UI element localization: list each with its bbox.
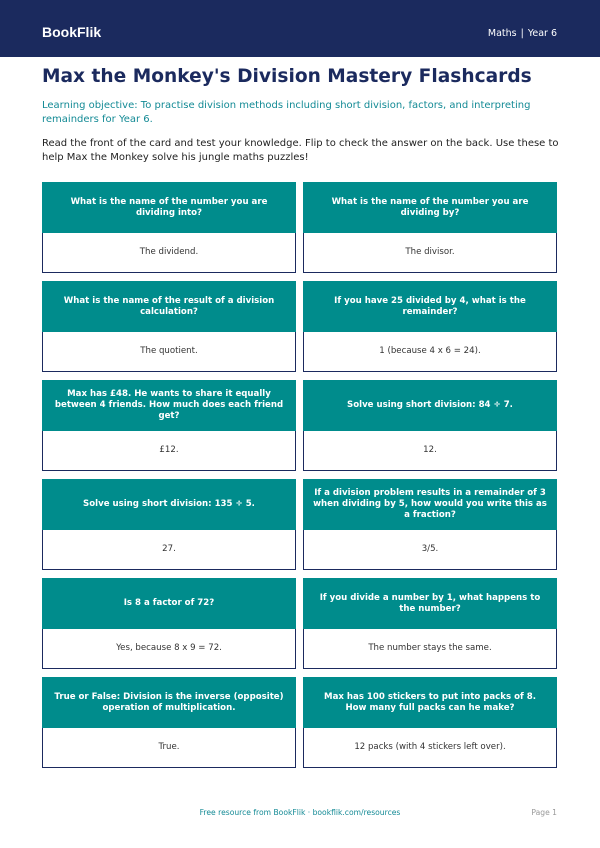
card-answer: The dividend. [139, 247, 199, 257]
meta-separator: | [520, 28, 524, 39]
page-title: Max the Monkey's Division Mastery Flashcards [42, 66, 532, 87]
card-back [42, 431, 296, 471]
card-answer: 27. [162, 544, 176, 554]
flashcard[interactable] [303, 578, 557, 670]
card-answer: 3/5. [421, 544, 439, 554]
card-front [303, 182, 557, 233]
card-answer: The number stays the same. [368, 643, 492, 653]
learning-objective: Learning objective: To practise division methods including short division, factors, and interpreting remainders for Year 6. [42, 100, 531, 125]
card-back [42, 233, 296, 273]
header-meta [488, 28, 557, 40]
flashcard[interactable] [42, 677, 296, 769]
card-question: What is the name of the result of a division calculation? [63, 295, 275, 317]
card-answer: Yes, because 8 x 9 = 72. [116, 643, 222, 653]
card-question: Max has £48. He wants to share it equally between 4 friends. How much does each friend get? [54, 389, 284, 421]
card-back [303, 431, 557, 471]
page-number: Page 1 [531, 808, 557, 817]
card-answer: 12 packs (with 4 stickers left over). [354, 742, 506, 752]
card-front [42, 281, 296, 332]
card-question: Solve using short division: 84 ÷ 7. [347, 400, 513, 410]
flashcard[interactable] [42, 479, 296, 571]
card-question: What is the name of the number you are dividing into? [70, 196, 268, 218]
card-question: If you divide a number by 1, what happens to the number? [319, 592, 541, 614]
level-label: Year 6 [527, 28, 557, 39]
card-question: What is the name of the number you are dividing by? [331, 196, 529, 218]
card-front [42, 677, 296, 728]
flashcard[interactable] [303, 380, 557, 472]
card-back [303, 332, 557, 372]
card-answer: The divisor. [405, 247, 455, 257]
card-question: Solve using short division: 135 ÷ 5. [83, 499, 255, 509]
flashcard[interactable] [303, 677, 557, 769]
card-back [303, 530, 557, 570]
card-back [42, 332, 296, 372]
flashcard[interactable] [303, 281, 557, 373]
card-front [42, 578, 296, 629]
subject-label: Maths [487, 28, 517, 39]
flashcard[interactable] [42, 578, 296, 670]
card-front [303, 281, 557, 332]
card-front [42, 380, 296, 431]
card-front [303, 677, 557, 728]
card-question: Max has 100 stickers to put into packs of 8. How many full packs can he make? [324, 691, 536, 713]
card-back [42, 728, 296, 768]
card-question: If a division problem results in a remainder of 3 when dividing by 5, how would you write this as a fraction? [313, 488, 547, 520]
card-front [42, 479, 296, 530]
intro-text: Read the front of the card and test your knowledge. Flip to check the answer on the back. Use these to help Max the Monkey solve his jungle maths puzzles! [42, 138, 559, 163]
card-answer: £12. [159, 445, 179, 455]
card-back [42, 530, 296, 570]
card-back [303, 728, 557, 768]
flashcard[interactable] [42, 380, 296, 472]
top-banner [0, 0, 600, 57]
card-back [303, 629, 557, 669]
flashcard[interactable] [42, 281, 296, 373]
card-answer: The quotient. [140, 346, 198, 356]
card-front [303, 479, 557, 530]
card-front [303, 578, 557, 629]
flashcard[interactable] [303, 182, 557, 274]
flashcard[interactable] [42, 182, 296, 274]
footer-credit[interactable]: Free resource from BookFlik · bookflik.com/resources [199, 808, 401, 817]
card-answer: True. [158, 742, 180, 752]
card-answer: 12. [423, 445, 437, 455]
card-front [303, 380, 557, 431]
card-answer: 1 (because 4 x 6 = 24). [379, 346, 481, 356]
brand-logo[interactable]: BookFlik [42, 24, 102, 40]
card-back [303, 233, 557, 273]
card-back [42, 629, 296, 669]
card-question: True or False: Division is the inverse (opposite) operation of multiplication. [54, 691, 284, 713]
card-question: If you have 25 divided by 4, what is the remainder? [334, 295, 526, 317]
flashcard[interactable] [303, 479, 557, 571]
card-front [42, 182, 296, 233]
card-question: Is 8 a factor of 72? [123, 598, 215, 608]
